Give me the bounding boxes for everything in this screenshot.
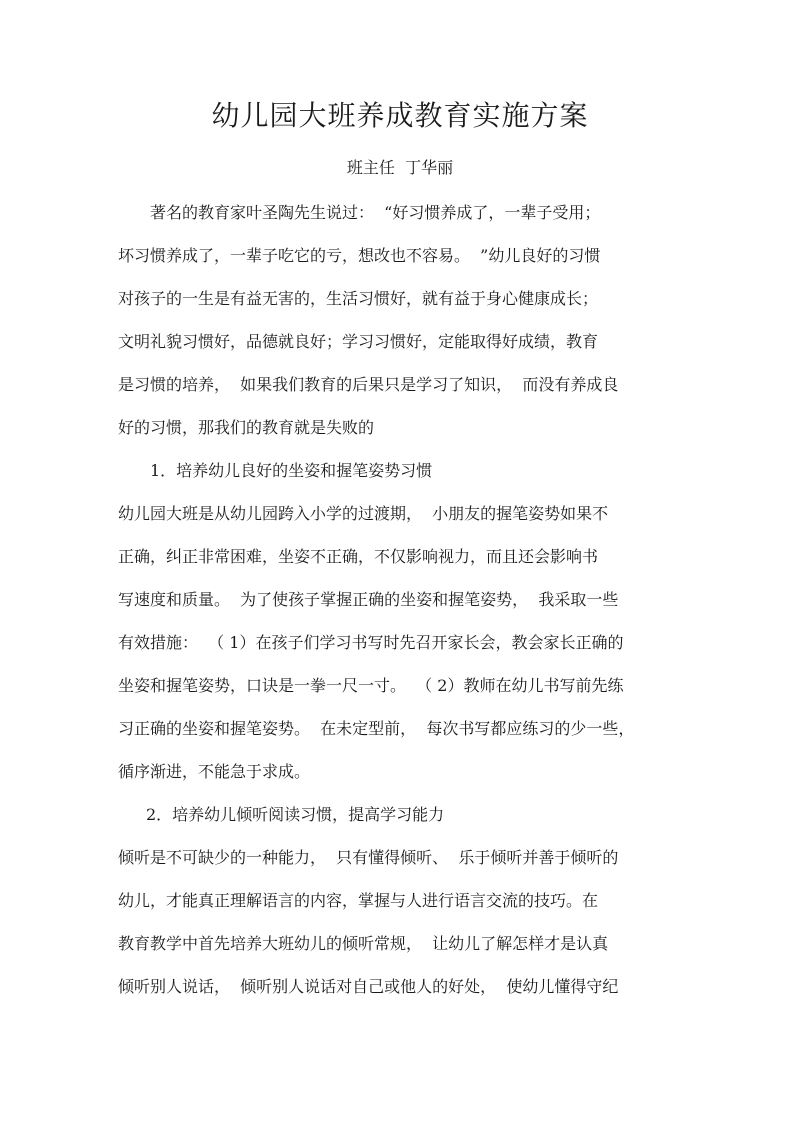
paragraph-line: 幼儿，才能真正理解语言的内容，掌握与人进行语言交流的技巧。在: [118, 891, 599, 910]
paragraph-line: 有效措施： （ 1）在孩子们学习书写时先召开家长会，教会家长正确的: [118, 633, 624, 652]
paragraph-line: 著名的教育家叶圣陶先生说过： “好习惯养成了，一辈子受用；: [150, 203, 601, 222]
paragraph-line: 对孩子的一生是有益无害的，生活习惯好，就有益于身心健康成长；: [118, 289, 599, 308]
paragraph-line: 文明礼貌习惯好，品德就良好；学习习惯好，定能取得好成绩，教育: [118, 332, 599, 351]
document-title: 幼儿园大班养成教育实施方案: [211, 99, 589, 132]
paragraph-line: 好的习惯，那我们的教育就是失败的: [118, 418, 375, 437]
paragraph-line: 正确，纠正非常困难，坐姿不正确，不仅影响视力，而且还会影响书: [118, 547, 599, 566]
section-heading: 2．培养幼儿倾听阅读习惯，提高学习能力: [146, 805, 445, 824]
paragraph-line: 倾听别人说话， 倾听别人说话对自己或他人的好处， 使幼儿懂得守纪: [118, 977, 619, 996]
paragraph-line: 幼儿园大班是从幼儿园跨入小学的过渡期， 小朋友的握笔姿势如果不: [118, 504, 609, 523]
paragraph-line: 循序渐进，不能急于求成。: [118, 762, 311, 781]
paragraph-line: 写速度和质量。 为了使孩子掌握正确的坐姿和握笔姿势， 我采取一些: [118, 590, 619, 609]
document-author: 班主任 丁华丽: [346, 158, 454, 177]
paragraph-line: 教育教学中首先培养大班幼儿的倾听常规， 让幼儿了解怎样才是认真: [118, 934, 609, 953]
paragraph-line: 坏习惯养成了，一辈子吃它的亏，想改也不容易。 ”幼儿良好的习惯: [118, 246, 601, 265]
paragraph-line: 习正确的坐姿和握笔姿势。 在未定型前， 每次书写都应练习的少一些，: [118, 719, 635, 738]
paragraph-line: 坐姿和握笔姿势，口诀是一拳一尺一寸。 （ 2）教师在幼儿书写前先练: [118, 676, 624, 695]
paragraph-line: 倾听是不可缺少的一种能力， 只有懂得倾听、 乐于倾听并善于倾听的: [118, 848, 619, 867]
section-heading: 1．培养幼儿良好的坐姿和握笔姿势习惯: [150, 461, 433, 480]
paragraph-line: 是习惯的培养， 如果我们教育的后果只是学习了知识， 而没有养成良: [118, 375, 619, 394]
